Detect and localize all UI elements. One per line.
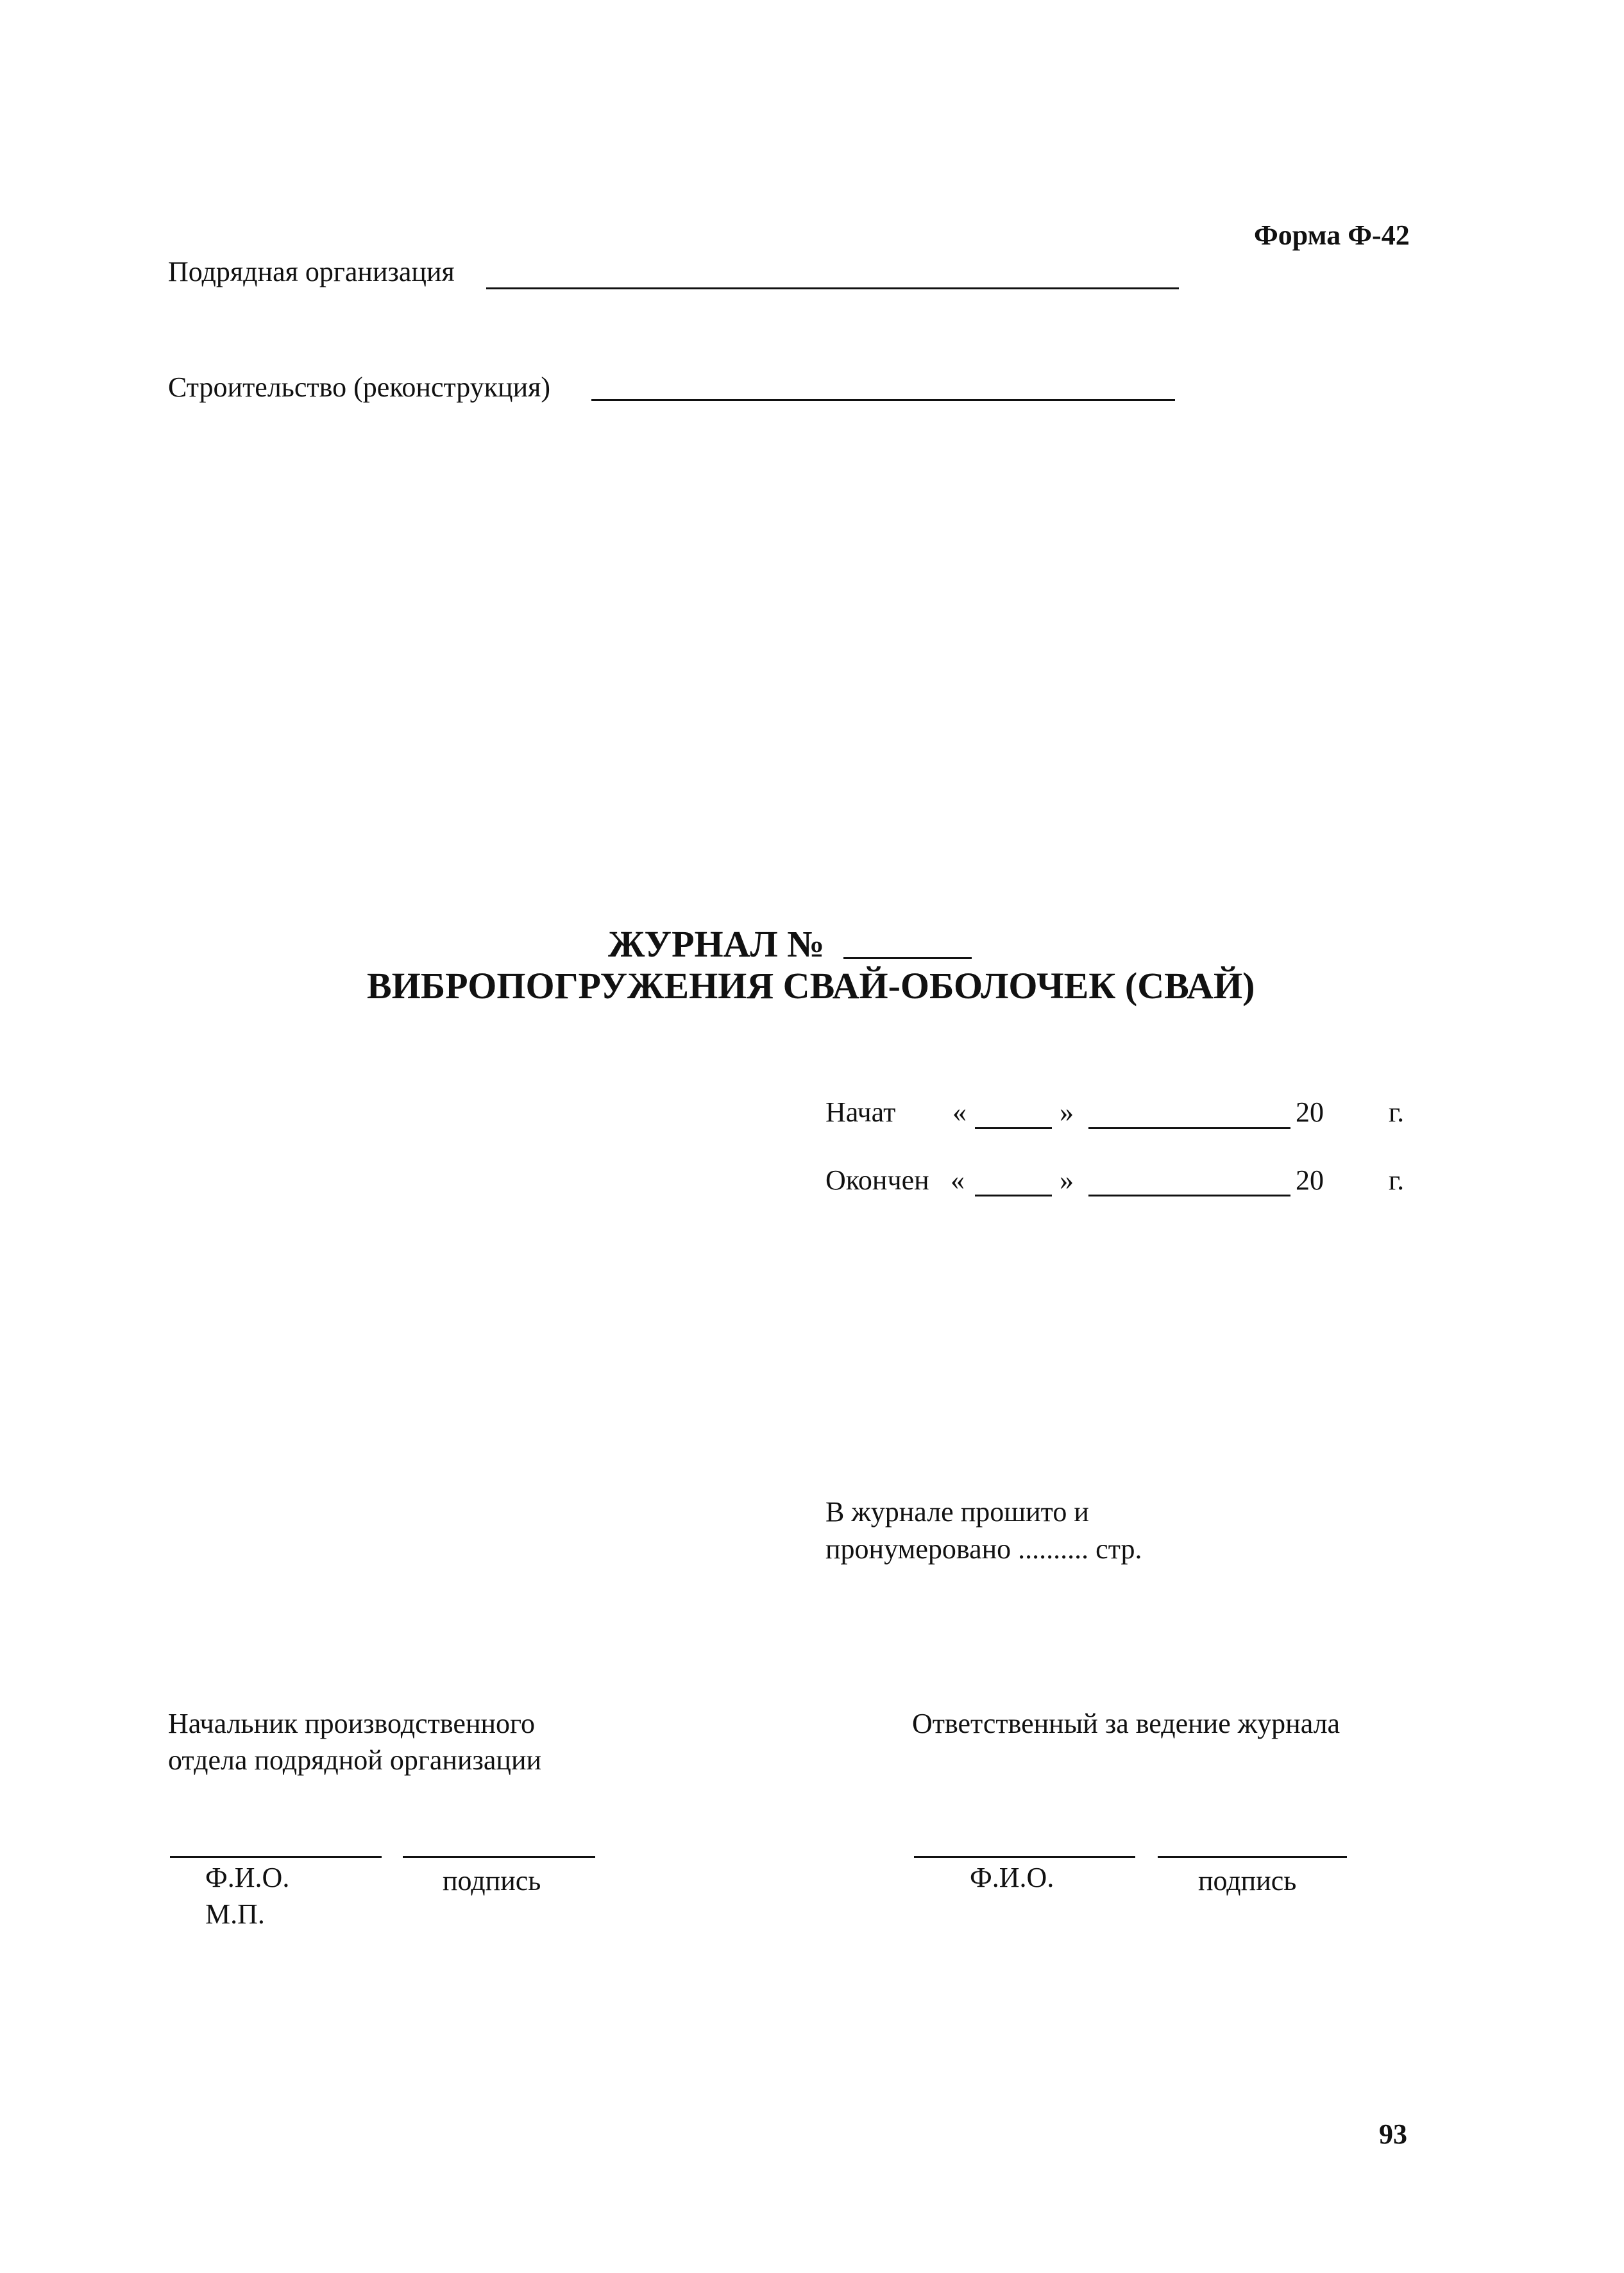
journal-title-line1 xyxy=(608,923,825,965)
binding-note-line2: пронумеровано .......... стр. xyxy=(825,1533,1142,1565)
journal-title-text: ЖУРНАЛ № xyxy=(608,923,825,965)
ended-year-prefix: 20 xyxy=(1296,1164,1324,1196)
construction-label: Строительство (реконструкция) xyxy=(168,371,551,403)
ended-month-field[interactable] xyxy=(1088,1195,1290,1196)
stamp-label: М.П. xyxy=(205,1898,265,1930)
started-year-prefix: 20 xyxy=(1296,1096,1324,1128)
started-day-field[interactable] xyxy=(975,1127,1052,1129)
contractor-label: Подрядная организация xyxy=(168,256,455,287)
right-signature-field[interactable] xyxy=(1158,1856,1347,1858)
started-year-suffix: г. xyxy=(1389,1096,1405,1128)
left-signatory-line1: Начальник производственного xyxy=(168,1708,535,1739)
right-signature-label: подпись xyxy=(1198,1865,1297,1896)
contractor-field[interactable] xyxy=(486,287,1179,289)
ended-day-field[interactable] xyxy=(975,1195,1052,1196)
ended-label: Окончен xyxy=(825,1164,929,1196)
form-label: Форма Ф-42 xyxy=(1254,219,1410,251)
binding-note-line1: В журнале прошито и xyxy=(825,1496,1089,1528)
right-fio-label: Ф.И.О. xyxy=(970,1862,1054,1893)
started-label: Начат xyxy=(825,1096,896,1128)
left-signatory-line2: отдела подрядной организации xyxy=(168,1744,542,1776)
construction-field[interactable] xyxy=(591,399,1175,401)
journal-title-line2: ВИБРОПОГРУЖЕНИЯ СВАЙ-ОБОЛОЧЕК (СВАЙ) xyxy=(367,965,1255,1007)
page-number: 93 xyxy=(1379,2118,1407,2150)
left-signature-field[interactable] xyxy=(403,1856,595,1858)
journal-number-field[interactable] xyxy=(843,957,972,959)
started-month-field[interactable] xyxy=(1088,1127,1290,1129)
ended-quote-close: » xyxy=(1060,1164,1074,1196)
right-signatory-line1: Ответственный за ведение журнала xyxy=(912,1708,1341,1739)
left-fio-field[interactable] xyxy=(170,1856,382,1858)
ended-quote-open: « xyxy=(951,1164,965,1196)
started-quote-open: « xyxy=(952,1096,967,1128)
ended-year-suffix: г. xyxy=(1389,1164,1405,1196)
left-signature-label: подпись xyxy=(443,1865,541,1896)
left-fio-label: Ф.И.О. xyxy=(205,1862,290,1893)
right-fio-field[interactable] xyxy=(914,1856,1135,1858)
started-quote-close: » xyxy=(1060,1096,1074,1128)
